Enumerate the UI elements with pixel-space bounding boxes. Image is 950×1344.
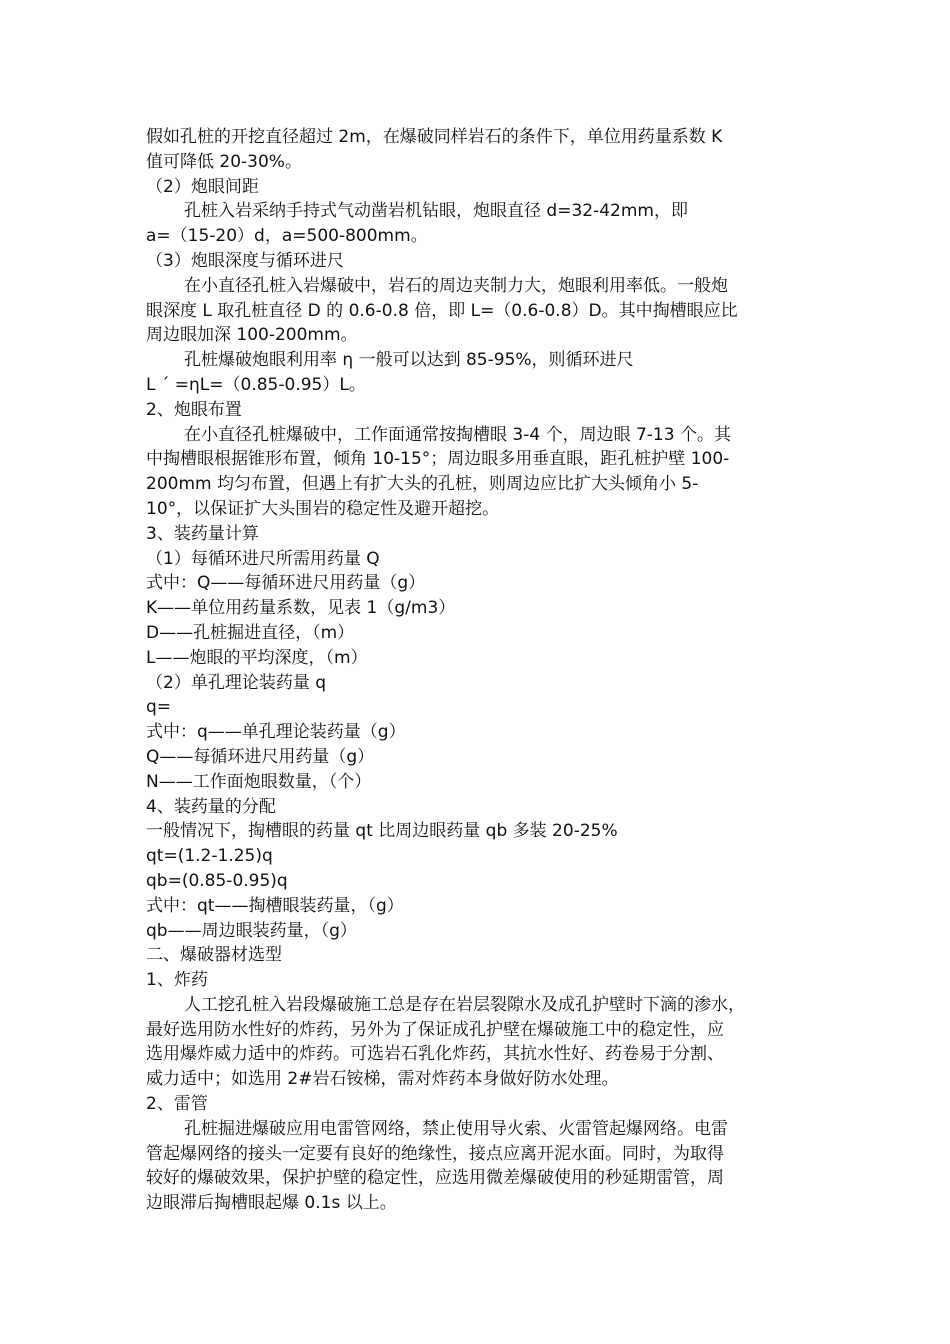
text-line: 管起爆网络的接头一定要有良好的绝缘性，接点应离开泥水面。同时，为取得 (146, 1143, 724, 1164)
text-line: 眼深度 L 取孔桩直径 D 的 0.6-0.8 倍，即 L=（0.6-0.8）D。其中掏槽眼应比 (146, 300, 738, 321)
text-line: qt=(1.2-1.25)q (146, 846, 273, 867)
text-line: 假如孔桩的开挖直径超过 2m，在爆破同样岩石的条件下，单位用药量系数 K (146, 127, 723, 147)
text-line: 式中：Q——每循环进尺用药量（g） (146, 573, 426, 594)
text-line: 式中：qt——掏槽眼装药量，（g） (146, 895, 404, 916)
text-line: （2）炮眼间距 (146, 176, 259, 197)
text-line: （1）每循环进尺所需用药量 Q (146, 548, 380, 569)
text-line: 周边眼加深 100-200mm。 (146, 325, 358, 346)
text-line: D——孔桩掘进直径，（m） (146, 622, 355, 643)
text-line: 4、装药量的分配 (146, 796, 276, 817)
text-line: K——单位用药量系数，见表 1（g/m3） (146, 598, 456, 619)
text-line: a=（15-20）d，a=500-800mm。 (146, 226, 428, 247)
text-line: 孔桩爆破炮眼利用率 η 一般可以达到 85-95%，则循环进尺 (184, 350, 634, 371)
text-line: 孔桩掘进爆破应用电雷管网络，禁止使用导火索、火雷管起爆网络。电雷 (184, 1118, 728, 1139)
text-line: 2、炮眼布置 (146, 399, 242, 420)
text-line: 值可降低 20-30%。 (146, 151, 302, 172)
text-line: qb——周边眼装药量，（g） (146, 920, 357, 941)
text-line: 3、装药量计算 (146, 523, 259, 544)
text-line: 孔桩入岩采纳手持式气动凿岩机钻眼，炮眼直径 d=32-42mm，即 (184, 201, 688, 222)
text-line: 一般情况下，掏槽眼的药量 qt 比周边眼药量 qb 多装 20-25% (146, 821, 618, 842)
text-line: 200mm 均匀布置，但遇上有扩大头的孔桩，则周边应比扩大头倾角小 5- (146, 474, 699, 495)
text-line: 较好的爆破效果，保护护壁的稳定性，应选用微差爆破使用的秒延期雷管，周 (146, 1168, 724, 1189)
text-line: 1、炸药 (146, 970, 208, 991)
text-line: 在小直径孔桩爆破中，工作面通常按掏槽眼 3-4 个，周边眼 7-13 个。其 (184, 424, 731, 445)
text-line: 式中：q——单孔理论装药量（g） (146, 722, 406, 743)
text-line: qb=(0.85-0.95)q (146, 870, 288, 891)
text-line: Q——每循环进尺用药量（g） (146, 746, 375, 767)
document-body (146, 125, 806, 1216)
text-line: 最好选用防水性好的炸药，另外为了保证成孔护壁在爆破施工中的稳定性，应 (146, 1019, 724, 1040)
text-line: 人工挖孔桩入岩段爆破施工总是存在岩层裂隙水及成孔护壁时下滴的渗水， (184, 994, 745, 1015)
text-line: 10°，以保证扩大头围岩的稳定性及避开超挖。 (146, 498, 500, 519)
text-line: L ˊ =ηL=（0.85-0.95）L。 (146, 374, 366, 395)
text-line: （3）炮眼深度与循环进尺 (146, 250, 344, 271)
text-line: 中掏槽眼根据锥形布置，倾角 10-15°；周边眼多用垂直眼，距孔桩护壁 100- (146, 449, 730, 470)
text-line: （2）单孔理论装药量 q (146, 672, 327, 693)
text-line: 二、爆破器材选型 (146, 945, 282, 966)
text-line: q= (146, 697, 172, 718)
text-line: L——炮眼的平均深度，（m） (146, 647, 368, 668)
text-line: 边眼滞后掏槽眼起爆 0.1s 以上。 (146, 1193, 397, 1214)
text-line: N——工作面炮眼数量，（个） (146, 771, 372, 792)
text-line: 在小直径孔桩入岩爆破中，岩石的周边夹制力大，炮眼利用率低。一般炮 (184, 275, 728, 296)
text-line: 威力适中；如选用 2#岩石铵梯，需对炸药本身做好防水处理。 (146, 1069, 619, 1090)
text-line: 2、雷管 (146, 1094, 208, 1115)
text-line: 选用爆炸威力适中的炸药。可选岩石乳化炸药，其抗水性好、药卷易于分割、 (146, 1044, 724, 1065)
